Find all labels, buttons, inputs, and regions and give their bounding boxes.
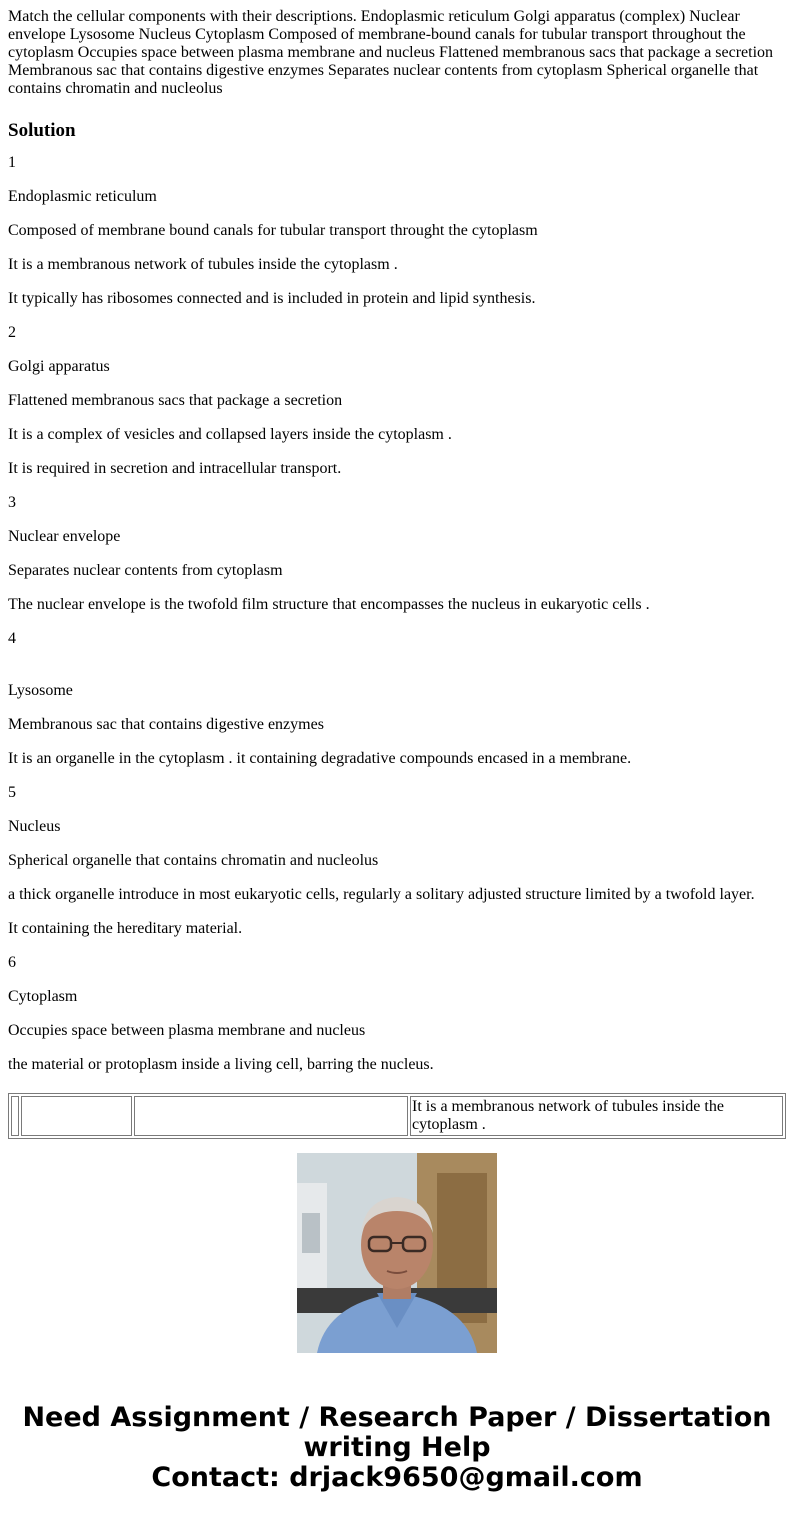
table-row bbox=[11, 1096, 783, 1136]
promo-line-1: Need Assignment / Research Paper / Dissertation bbox=[22, 1402, 772, 1433]
explanation-line: The nuclear envelope is the twofold film structure that encompasses the nucleus in eukaryotic cells . bbox=[8, 596, 650, 613]
matched-description: Separates nuclear contents from cytoplasm bbox=[8, 562, 283, 579]
matched-description: Occupies space between plasma membrane and nucleus bbox=[8, 1022, 366, 1039]
promo-contact: Contact: drjack9650@gmail.com bbox=[151, 1462, 643, 1493]
component-name: Nucleus bbox=[8, 818, 61, 835]
component-name: Lysosome bbox=[8, 682, 73, 699]
avatar bbox=[297, 1153, 497, 1353]
explanation-line: It typically has ribosomes connected and is included in protein and lipid synthesis. bbox=[8, 290, 536, 307]
step-number: 5 bbox=[8, 784, 16, 801]
answer-table-preview bbox=[8, 1093, 786, 1133]
solution-heading: Solution bbox=[8, 120, 76, 141]
explanation-line: It is an organelle in the cytoplasm . it containing degradative compounds encased in a membrane. bbox=[8, 750, 632, 767]
explanation-line: It is required in secretion and intracellular transport. bbox=[8, 460, 342, 477]
step-number: 2 bbox=[8, 324, 16, 341]
step-number: 4 bbox=[8, 630, 16, 647]
table-cell bbox=[21, 1096, 132, 1136]
solution-step-5 bbox=[8, 784, 786, 938]
promo-banner bbox=[0, 1403, 794, 1493]
explanation-line: a thick organelle introduce in most eukaryotic cells, regularly a solitary adjusted structure limited by a twofold layer. bbox=[8, 886, 755, 903]
solution-step-6 bbox=[8, 954, 786, 1074]
component-name: Endoplasmic reticulum bbox=[8, 188, 157, 205]
explanation-line: It is a membranous network of tubules inside the cytoplasm . bbox=[8, 256, 398, 273]
solution-step-2 bbox=[8, 324, 786, 478]
matched-description: Flattened membranous sacs that package a secretion bbox=[8, 392, 343, 409]
table-cell bbox=[11, 1096, 19, 1136]
answer-table bbox=[8, 1093, 786, 1139]
matched-description: Membranous sac that contains digestive enzymes bbox=[8, 716, 324, 733]
explanation-line: It is a complex of vesicles and collapsed layers inside the cytoplasm . bbox=[8, 426, 452, 443]
component-name: Golgi apparatus bbox=[8, 358, 110, 375]
component-name: Cytoplasm bbox=[8, 988, 78, 1005]
blank-line bbox=[8, 664, 786, 682]
solution-step-3 bbox=[8, 494, 786, 614]
explanation-line: the material or protoplasm inside a living cell, barring the nucleus. bbox=[8, 1056, 434, 1073]
step-number: 6 bbox=[8, 954, 16, 971]
matched-description: Composed of membrane bound canals for tubular transport throught the cytoplasm bbox=[8, 222, 538, 239]
solution-step-4 bbox=[8, 630, 786, 768]
component-name: Nuclear envelope bbox=[8, 528, 121, 545]
step-number: 3 bbox=[8, 494, 16, 511]
solution-step-1 bbox=[8, 154, 786, 308]
matched-description: Spherical organelle that contains chromatin and nucleolus bbox=[8, 852, 379, 869]
profile-photo-icon bbox=[297, 1153, 497, 1353]
promo-line-2: writing Help bbox=[303, 1432, 491, 1463]
step-number: 1 bbox=[8, 154, 16, 171]
document-body bbox=[8, 8, 786, 1090]
table-cell: It is a membranous network of tubules inside the cytoplasm . bbox=[410, 1096, 783, 1136]
explanation-line: It containing the hereditary material. bbox=[8, 920, 243, 937]
question-text: Match the cellular components with their descriptions. Endoplasmic reticulum Golgi apparatus (complex) Nuclear envelope Lysosome Nucleus Cytoplasm Composed of membrane-bound canals for tubular transport throughout the cytoplasm Occupies space between plasma membrane and nucleus Flattened membranous sacs that package a secretion Membranous sac that contains digestive enzymes Separates nuclear contents from cytoplasm Spherical organelle that contains chromatin and nucleolus bbox=[8, 8, 774, 97]
table-cell bbox=[134, 1096, 408, 1136]
